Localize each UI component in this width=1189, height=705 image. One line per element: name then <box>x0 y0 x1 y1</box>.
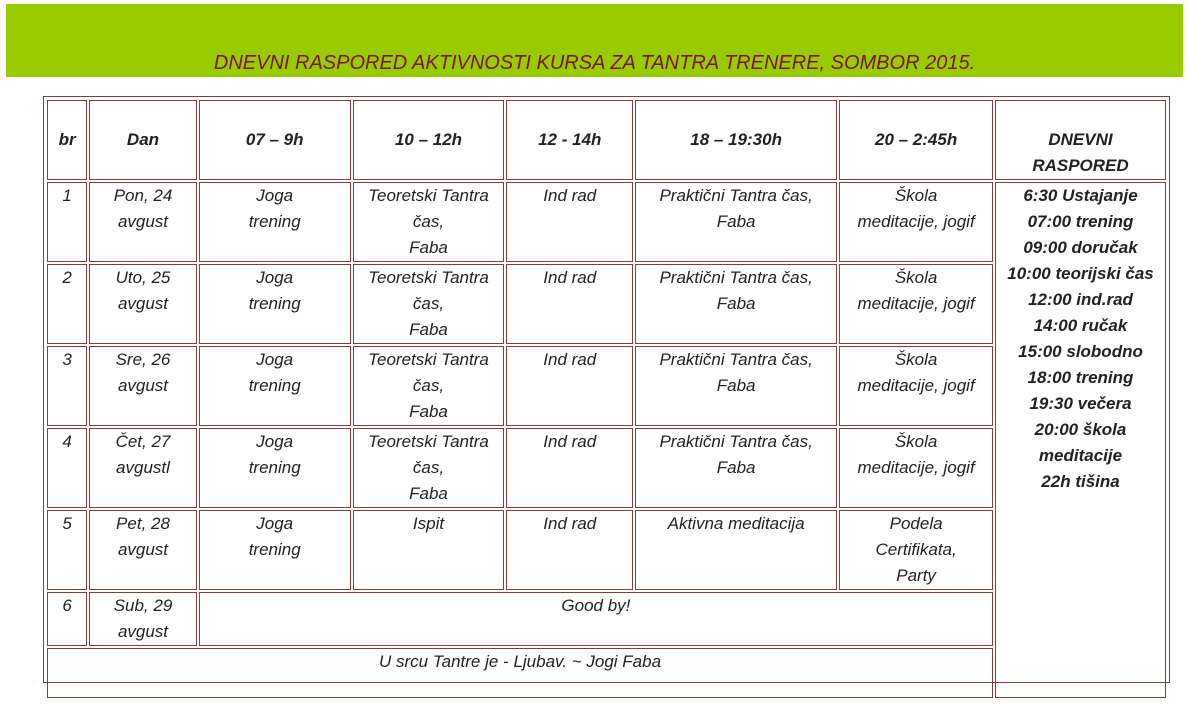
schedule-table-frame <box>43 96 1170 683</box>
slot-20-245h-line: Škola <box>894 268 938 287</box>
table-row <box>47 182 1166 262</box>
slot-10-12h-line: Faba <box>409 402 448 421</box>
slot-20-245h-line: Podela <box>889 514 943 533</box>
slot-12-14h-line: Ind rad <box>543 268 597 287</box>
slot-07-9h-line: Joga <box>256 350 294 369</box>
col-header-07-9h: 07 – 9h <box>199 100 351 180</box>
slot-18-1930h-line: Praktični Tantra čas, <box>659 268 813 287</box>
slot-18-1930h <box>635 264 837 344</box>
day-cell-line: avgust <box>117 294 169 313</box>
slot-18-1930h-line: Faba <box>716 458 756 477</box>
slot-10-12h <box>353 264 505 344</box>
day-cell <box>89 182 197 262</box>
slot-20-245h-line: meditacije, jogif <box>857 458 975 477</box>
farewell-note: Good by! <box>199 592 993 646</box>
col-header-10-12h: 10 – 12h <box>353 100 505 180</box>
slot-12-14h <box>506 264 633 344</box>
slot-20-245h-line: Škola <box>894 186 938 205</box>
row-number: 6 <box>47 592 87 646</box>
slot-20-245h <box>839 182 993 262</box>
slot-18-1930h-line: Praktični Tantra čas, <box>659 350 813 369</box>
row-number: 4 <box>47 428 87 508</box>
slot-12-14h <box>506 510 633 590</box>
slot-07-9h-line: Joga <box>256 186 294 205</box>
day-cell <box>89 428 197 508</box>
slot-18-1930h <box>635 428 837 508</box>
daily-schedule-item: 22h tišina <box>1041 472 1120 491</box>
slot-07-9h-line: Joga <box>256 268 294 287</box>
day-cell-line: avgust <box>117 212 169 231</box>
slot-18-1930h-line: Faba <box>716 376 756 395</box>
col-header-br: br <box>47 100 87 180</box>
row-number: 2 <box>47 264 87 344</box>
slot-20-245h-line: Škola <box>894 432 938 451</box>
slot-10-12h-line: Faba <box>409 320 448 339</box>
slot-20-245h <box>839 428 993 508</box>
slot-20-245h <box>839 264 993 344</box>
slot-07-9h-line: trening <box>248 540 301 559</box>
slot-07-9h-line: trening <box>248 458 301 477</box>
daily-schedule-item: 10:00 teorijski čas <box>1007 264 1154 283</box>
day-cell-line: Pon, 24 <box>113 186 173 205</box>
slot-20-245h-line: Party <box>896 566 936 585</box>
row-number: 3 <box>47 346 87 426</box>
slot-07-9h <box>199 264 351 344</box>
daily-schedule-item: 12:00 ind.rad <box>1028 290 1133 309</box>
slot-07-9h <box>199 346 351 426</box>
slot-10-12h-line: čas, <box>412 376 445 395</box>
day-cell-line: Sre, 26 <box>115 350 171 369</box>
day-cell <box>89 346 197 426</box>
daily-schedule-item: meditacije <box>1038 446 1123 465</box>
slot-12-14h-line: Ind rad <box>543 186 597 205</box>
slot-10-12h <box>353 182 505 262</box>
day-cell-line: avgustl <box>116 458 170 477</box>
slot-07-9h <box>199 428 351 508</box>
slot-20-245h-line: meditacije, jogif <box>857 294 975 313</box>
slot-12-14h-line: Ind rad <box>543 350 597 369</box>
daily-schedule-item: 14:00 ručak <box>1033 316 1128 335</box>
slot-07-9h <box>199 182 351 262</box>
slot-18-1930h <box>635 346 837 426</box>
slot-07-9h-line: trening <box>248 212 301 231</box>
slot-10-12h-line: čas, <box>412 212 445 231</box>
slot-10-12h-line: Teoretski Tantra <box>368 350 489 369</box>
slot-10-12h <box>353 510 505 590</box>
day-cell-line: Sub, 29 <box>113 596 173 615</box>
daily-schedule-item: 19:30 večera <box>1029 394 1132 413</box>
col-header-dnevni-raspored-text: DNEVNI RASPORED <box>1032 130 1129 175</box>
col-header-18-1930h: 18 – 19:30h <box>635 100 837 180</box>
daily-schedule-item: 15:00 slobodno <box>1018 342 1143 361</box>
slot-18-1930h-line: Praktični Tantra čas, <box>659 432 813 451</box>
day-cell <box>89 264 197 344</box>
slot-18-1930h-line: Praktični Tantra čas, <box>659 186 813 205</box>
day-cell-line: Pet, 28 <box>116 514 170 533</box>
slot-18-1930h <box>635 510 837 590</box>
header-row <box>47 100 1166 180</box>
slot-10-12h-line: Teoretski Tantra <box>368 432 489 451</box>
daily-schedule-item: 6:30 Ustajanje <box>1023 186 1138 205</box>
daily-schedule-item: 09:00 doručak <box>1023 238 1138 257</box>
day-cell-line: avgust <box>117 540 169 559</box>
day-cell-line: Uto, 25 <box>115 268 171 287</box>
slot-10-12h-line: Teoretski Tantra <box>368 268 489 287</box>
slot-20-245h-line: meditacije, jogif <box>857 376 975 395</box>
slot-10-12h-line: Ispit <box>412 514 445 533</box>
header-banner <box>6 4 1183 77</box>
slot-12-14h <box>506 346 633 426</box>
slot-18-1930h-line: Faba <box>716 294 756 313</box>
daily-schedule-item: 20:00 škola <box>1034 420 1127 439</box>
row-number: 5 <box>47 510 87 590</box>
slot-07-9h-line: Joga <box>256 432 294 451</box>
slot-18-1930h-line: Faba <box>716 212 756 231</box>
page-title: DNEVNI RASPORED AKTIVNOSTI KURSA ZA TANTRA TRENERE, SOMBOR 2015. <box>213 52 976 74</box>
slot-07-9h <box>199 510 351 590</box>
daily-schedule-list <box>995 182 1166 698</box>
slot-20-245h <box>839 510 993 590</box>
slot-07-9h-line: trening <box>248 376 301 395</box>
slot-07-9h-line: trening <box>248 294 301 313</box>
col-header-dan: Dan <box>89 100 197 180</box>
day-cell <box>89 510 197 590</box>
slot-10-12h <box>353 428 505 508</box>
slot-07-9h-line: Joga <box>256 514 294 533</box>
schedule-table <box>45 98 1168 700</box>
slot-10-12h-line: čas, <box>412 458 445 477</box>
col-header-dnevni-raspored <box>995 100 1166 180</box>
slot-12-14h <box>506 182 633 262</box>
slot-20-245h-line: Certifikata, <box>875 540 957 559</box>
day-cell-line: avgust <box>117 622 169 641</box>
slot-20-245h <box>839 346 993 426</box>
quote-text: U srcu Tantre je - Ljubav. ~ Jogi Faba <box>47 648 993 698</box>
row-number: 1 <box>47 182 87 262</box>
day-cell-line: Čet, 27 <box>115 432 171 451</box>
slot-20-245h-line: meditacije, jogif <box>857 212 975 231</box>
day-cell <box>89 592 197 646</box>
slot-18-1930h <box>635 182 837 262</box>
day-cell-line: avgust <box>117 376 169 395</box>
slot-10-12h-line: Faba <box>409 238 448 257</box>
daily-schedule-item: 07:00 trening <box>1027 212 1134 231</box>
slot-18-1930h-line: Aktivna meditacija <box>667 514 805 533</box>
slot-10-12h-line: Faba <box>409 484 448 503</box>
slot-10-12h-line: Teoretski Tantra <box>368 186 489 205</box>
col-header-12-14h: 12 - 14h <box>506 100 633 180</box>
slot-10-12h-line: čas, <box>412 294 445 313</box>
slot-10-12h <box>353 346 505 426</box>
slot-12-14h-line: Ind rad <box>543 514 597 533</box>
col-header-20-245h: 20 – 2:45h <box>839 100 993 180</box>
slot-20-245h-line: Škola <box>894 350 938 369</box>
slot-12-14h <box>506 428 633 508</box>
daily-schedule-item: 18:00 trening <box>1027 368 1134 387</box>
slot-12-14h-line: Ind rad <box>543 432 597 451</box>
